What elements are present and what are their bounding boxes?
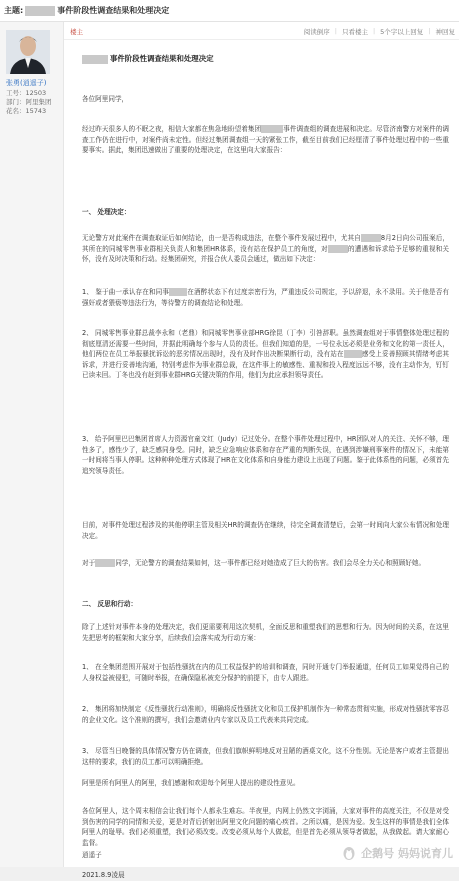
text: 经过昨天很多人的不眠之夜，相信大家都在焦急地盼望着集团: [82, 125, 262, 133]
post-body: [64, 22, 459, 879]
author-field: 工号：12503: [6, 89, 47, 97]
watermark: [341, 845, 453, 861]
paragraph-intro: [82, 124, 449, 156]
post-header: [64, 22, 459, 40]
redacted-block: [261, 125, 283, 133]
floor-label: 楼主: [70, 28, 83, 36]
redacted-block: [82, 55, 108, 64]
text: 2、 同城零售事业群总裁李永和（老鼎）和同城零售事业部HRG徐昆（丁李）引咎辞职。虽然调查组对于事情整体处理过程的彻底厘清还需要一些时间，并据此明确每个参与人员的责任。但我们知道的是，一号位永远必须是业务和文化的第一责任人，他们两位在员工举报骚扰诉讼的恶劣情况出现时，没有及时作出决断果断行动，没有站在: [82, 329, 449, 359]
author-field: 部门：阿里集团: [6, 98, 52, 106]
redacted-block: [344, 350, 362, 358]
paragraph-thanks: 阿里是所有阿里人的阿里，我们感谢和欢迎每个阿里人提出的建设性意见。: [82, 779, 300, 787]
text: 在酒醉状态下有过度亲密行为，严重违反公司规定，予以辞退，永不录用。关于他是否有强奸或者猥亵等违法行为，等待警方的调查结论和处理。: [82, 288, 450, 307]
action-item: 2、 集团将加快制定《反性骚扰行动准则》，明确将反性骚扰文化和员工保护机制作为一种常态贯彻实施，形成对性骚扰零容忍的企业文化。这个准则的撰写，我们会邀请业内专家以及员工代表来共同完成。: [82, 705, 449, 724]
author-field: 花名：15743: [6, 107, 47, 115]
author-avatar[interactable]: [6, 30, 50, 74]
post-title: [82, 54, 449, 65]
section-heading: 二、 反思和行动：: [82, 600, 138, 608]
long-replies-button[interactable]: 5个字以上回复: [380, 28, 424, 36]
paragraph-care: [82, 558, 449, 569]
redacted-block: [95, 559, 115, 567]
separator: |: [428, 27, 431, 35]
greeting: 各位阿里同学，: [82, 95, 129, 103]
redacted-block: [328, 245, 348, 253]
author-sidebar: [0, 22, 64, 867]
topic-label: 主题:: [4, 6, 24, 15]
redacted-block: [25, 6, 55, 16]
reverse-order-button[interactable]: 阅读倒序: [303, 28, 330, 36]
author-only-button[interactable]: 只看楼主: [341, 28, 368, 36]
penguin-logo-icon: [341, 845, 357, 861]
separator: |: [334, 27, 337, 35]
redacted-block: [361, 234, 381, 242]
thread-topbar: [0, 0, 459, 22]
decision-item: [82, 328, 449, 381]
text: 1、 鉴于曲一承认存在和同事: [82, 288, 170, 296]
top-replies-button[interactable]: 神回复: [435, 28, 455, 36]
decision-item: 3、 给予阿里巴巴集团首席人力资源官童文红（Judy）记过处分。在整个事件处理过程中，HR团队对人的关注、关怀不够，理性多了，感性少了，缺乏感同身受。同时，缺乏应急响应体系和存在严重的判断失误，在遇到涉嫌刑事案件的情况下，未能第一时间将当事人停职。这种种种处理方式体现了HR在文化体系和自身能力建设上出现了问题。鉴于此体系性的问题，必须首先追究领导责任。: [82, 435, 449, 475]
author-name[interactable]: 张勇(逍遥子): [6, 79, 47, 87]
avatar-photo-icon: [6, 30, 50, 74]
topic-title: 事件阶段性调查结果和处理决定: [57, 6, 170, 15]
redacted-block: [169, 288, 187, 296]
post-title-text: 事件阶段性调查结果和处理决定: [110, 54, 214, 63]
text: 感受上妥善照顾其情绪考虑其诉求，并进行妥善地沟通，特别考虑作为事业群总裁，在这件事上的敏感性、重视和投入程度远远不够，没有主动作为，钉钉已读未回。丁冬也没有赶到事业群HRG关键决策的作用，他们为此应承担领导责任。: [82, 350, 449, 380]
text: 同学，无论警方的调查结果如何，这一事件都已经对她造成了巨大的伤害。我们会尽全力关心和照顾好她。: [115, 559, 426, 567]
signature: 逍遥子: [82, 851, 102, 859]
paragraph-decision-intro: [82, 233, 449, 265]
section-heading: 一、 处理决定：: [82, 208, 131, 216]
paragraph-followup: 目前，对事件处理过程涉及的其他停职主管及相关HR的调查仍在继续，待完全调查清楚后，会第一时间向大家公布情况和处理决定。: [82, 521, 449, 540]
action-item: 3、 尽管当日晚餐的具体情况警方仍在调查，但我们旗帜鲜明地反对丑陋的酒桌文化，这不分性别。无论是客户或者主管提出这样的要求，我们的员工都可以明确拒绝。: [82, 747, 449, 766]
paragraph-closing: 各位阿里人，这个周末相信会让我们每个人都永生难忘。半夜里，内网上仍然文字浏涌，大家对事件的高度关注，不仅是对受到伤害的同学的同情和关爱，更是对背后折射出阿里文化问题的痛心疾首。之所以痛，是因为爱。发生这样的事情是我们全体阿里人的耻辱。我们必须重塑，我们必须改变。改变必须从每个人做起，但是首先必须从领导者做起，从我做起。请大家耐心监督。: [82, 807, 449, 847]
action-item: 1、 在全集团范围开展对于包括性骚扰在内的员工权益保护的培训和调查，同时开通专门举报通道，任何员工如果觉得自己的人身权益被侵犯，可随时举报，在确保隐私被充分保护的前提下，由专人跟进。: [82, 663, 449, 682]
text: 事件调查组的调查进展和决定。尽管济南警方对案件的调查工作仍在进行中，对案件尚未定性。但经过集团调查组一天的紧张工作，截至目前我们已经厘清了事件处理过程中的一些重要事实。据此，集团迅速做出了重要的处理决定，在这里向大家报告：: [82, 125, 450, 155]
text: 8月2日向公司报案后，其所在的同城零售事业群相关负责人和集团HR体系，没有站在保护员工的角度，对: [82, 234, 450, 253]
paragraph-reflection: 除了上述针对事件本身的处理决定，我们更需要利用这次契机，全面反思和重塑我们的思想和行为。因为时间的关系，在这里先把思考的框架和大家分享，后续我们会落实成为行动方案：: [82, 623, 449, 642]
separator: |: [372, 27, 376, 35]
watermark-text: 企鹅号 妈妈说育儿: [361, 847, 453, 860]
post-options: [304, 27, 455, 36]
text: 的遭遇和诉求给予足够的重视和关怀，没有及时决策和行动。经集团研究，并报合伙人委员会通过，做出如下决定：: [82, 244, 450, 264]
post-date: 2021.8.9凌晨: [82, 871, 125, 879]
text: 无论警方对此案件在调查取证后如何结论，由一是否构成违法，在整个事件发展过程中，尤其自: [82, 234, 361, 242]
text: 对于: [82, 559, 96, 567]
decision-item: [82, 287, 449, 308]
